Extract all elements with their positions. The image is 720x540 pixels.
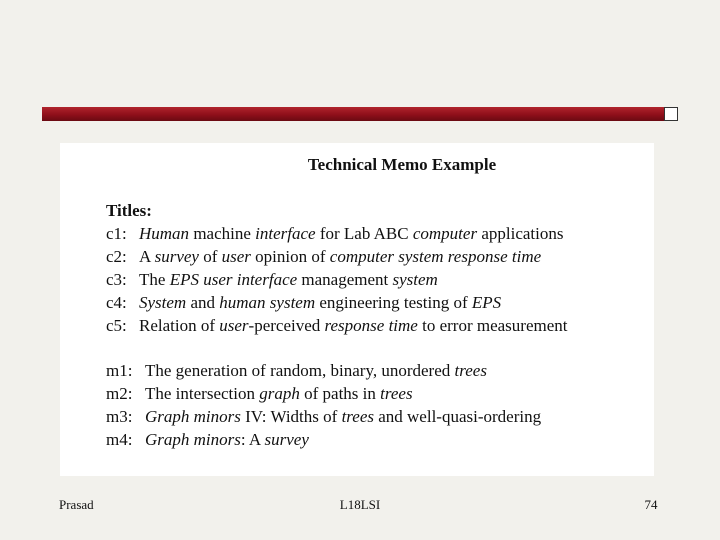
title-text: to error measurement	[417, 316, 568, 335]
term-highlight: trees	[380, 384, 413, 403]
accent-bar-end-box	[664, 107, 678, 121]
title-text: engineering testing of	[315, 293, 472, 312]
document-id: m2:	[106, 384, 133, 403]
document-id: m1:	[106, 361, 133, 380]
term-highlight: survey	[264, 430, 309, 449]
document-id: c1:	[106, 224, 127, 243]
titles-label: Titles:	[106, 201, 152, 220]
term-highlight: Human	[139, 224, 190, 243]
title-text: IV: Widths of	[240, 407, 342, 426]
term-highlight: EPS	[471, 293, 502, 312]
title-text: : A	[240, 430, 265, 449]
term-highlight: Graph minors	[145, 430, 241, 449]
m-title-line	[106, 405, 541, 428]
term-highlight: computer system response time	[329, 247, 542, 266]
title-text: The generation of random, binary, unordered	[145, 361, 455, 380]
accent-bar	[42, 107, 666, 121]
term-highlight: trees	[454, 361, 487, 380]
title-divider-bar	[42, 107, 678, 121]
title-text: -perceived	[248, 316, 325, 335]
title-text: of	[198, 247, 222, 266]
title-text: A	[139, 247, 155, 266]
memo-image	[60, 143, 654, 476]
term-highlight: survey	[154, 247, 199, 266]
title-text: Relation of	[139, 316, 220, 335]
m-title-line	[106, 359, 541, 382]
c-title-line	[106, 268, 568, 291]
title-text: and	[186, 293, 220, 312]
title-text: management	[297, 270, 393, 289]
footer-author: Prasad	[59, 497, 94, 512]
term-highlight: computer	[412, 224, 478, 243]
c-title-line	[106, 222, 568, 245]
title-text: opinion of	[250, 247, 330, 266]
document-id: m4:	[106, 430, 133, 449]
title-text: The intersection	[145, 384, 260, 403]
memo-title: Technical Memo Example	[307, 155, 497, 174]
term-highlight: Graph minors	[145, 407, 241, 426]
term-highlight: interface	[255, 224, 316, 243]
title-text: of paths in	[299, 384, 381, 403]
title-text: machine	[189, 224, 256, 243]
c-title-line	[106, 291, 568, 314]
m-document-list	[106, 359, 541, 451]
c-document-list	[106, 222, 568, 337]
document-id: c3:	[106, 270, 127, 289]
document-id: c2:	[106, 247, 127, 266]
m-title-line	[106, 428, 541, 451]
term-highlight: user	[219, 316, 249, 335]
title-text: and well-quasi-ordering	[373, 407, 542, 426]
title-text: The	[139, 270, 170, 289]
term-highlight: graph	[259, 384, 300, 403]
term-highlight: trees	[341, 407, 374, 426]
document-id: c4:	[106, 293, 127, 312]
footer-lecture-id: L18LSI	[339, 497, 381, 512]
footer-page-number: 74	[644, 497, 658, 512]
term-highlight: System	[139, 293, 187, 312]
c-title-line	[106, 245, 568, 268]
term-highlight: human system	[219, 293, 316, 312]
term-highlight: user	[221, 247, 251, 266]
m-title-line	[106, 382, 541, 405]
term-highlight: response time	[324, 316, 418, 335]
title-text: applications	[477, 224, 564, 243]
c-title-line	[106, 314, 568, 337]
document-id: m3:	[106, 407, 133, 426]
title-text: for Lab ABC	[315, 224, 413, 243]
term-highlight: EPS user interface	[169, 270, 298, 289]
document-id: c5:	[106, 316, 127, 335]
term-highlight: system	[392, 270, 438, 289]
